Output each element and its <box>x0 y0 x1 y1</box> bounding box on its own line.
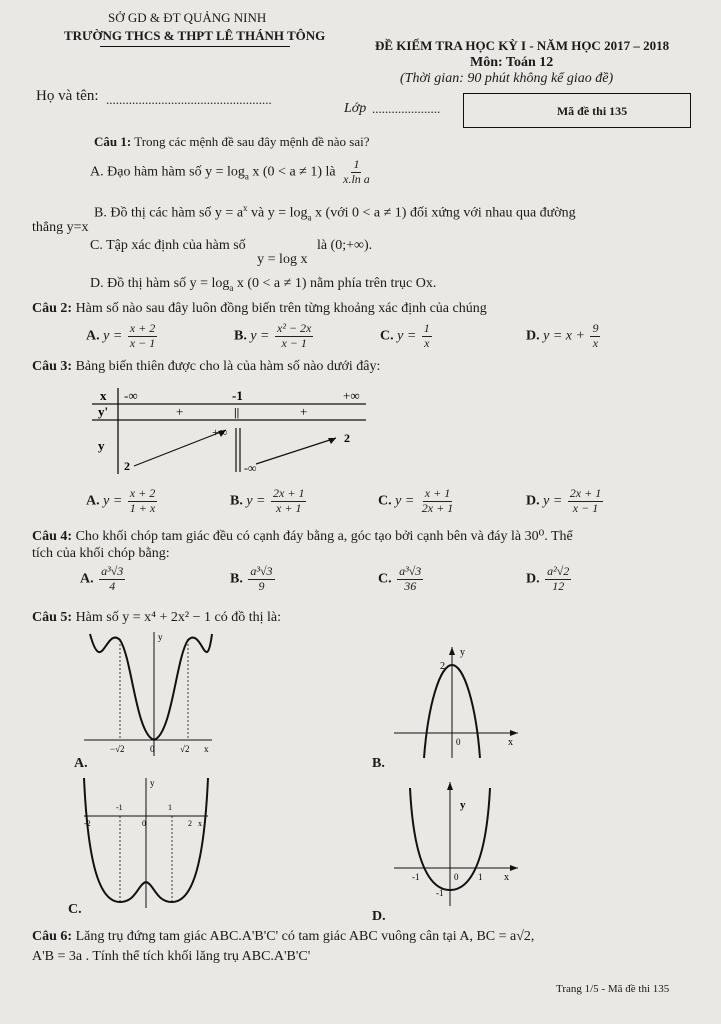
q3-option-c[interactable] <box>378 487 457 516</box>
graph-b[interactable] <box>392 645 522 760</box>
graph-a[interactable] <box>80 628 215 758</box>
q1-d-rest: x (0 < a ≠ 1) nằm phía trên trục Ox. <box>236 276 437 291</box>
gd-ym1-tick: -1 <box>436 888 444 898</box>
q1-b-continuation: thẳng y=x <box>32 220 89 235</box>
q4-option-d[interactable] <box>526 565 573 594</box>
class-field[interactable]: ..................... <box>372 101 441 116</box>
vt-y-top: +∞ <box>212 425 228 439</box>
q1-d-text: Đồ thị hàm số y = log <box>107 276 230 291</box>
page-footer: Trang 1/5 - Mã đề thi 135 <box>556 983 670 995</box>
q4-option-a[interactable] <box>80 565 127 594</box>
q2-c-den: x <box>424 335 430 350</box>
q5-text: Hàm số y = x⁴ + 2x² − 1 có đồ thị là: <box>75 610 281 625</box>
q4-option-b[interactable] <box>230 565 277 594</box>
q2-b-pre: y = <box>250 328 270 344</box>
subject: Môn: Toán 12 <box>470 55 554 70</box>
q3-text: Bảng biến thiên được cho là của hàm số nào dưới đây: <box>75 359 381 374</box>
q1-a-sub: a <box>244 171 249 182</box>
graph-d[interactable] <box>392 778 522 908</box>
q2-d-den: x <box>592 335 599 350</box>
q1-option-d[interactable] <box>90 276 436 293</box>
q4-a-label: A. <box>80 571 94 587</box>
name-label: Họ và tên: <box>36 88 99 104</box>
gc-m2-tick: -2 <box>84 819 91 828</box>
vt-sign-mid: || <box>234 405 240 419</box>
q3-b-den: x + 1 <box>276 500 302 515</box>
exam-title: ĐỀ KIỂM TRA HỌC KỲ I - NĂM HỌC 2017 – 2018 <box>375 38 670 53</box>
q4-a-num: a³√3 <box>101 564 124 578</box>
q3-a-pre: y = <box>103 493 123 509</box>
gd-x-label: x <box>504 872 509 883</box>
exam-code: Mã đề thi 135 <box>556 104 628 118</box>
q2-option-b[interactable] <box>234 322 315 351</box>
q5-b-label[interactable]: B. <box>372 756 385 771</box>
ga-x-label: x <box>204 744 209 754</box>
q4-c-fraction <box>397 565 423 594</box>
q5-d-label[interactable]: D. <box>372 909 386 924</box>
q2-a-num: x + 2 <box>129 321 156 335</box>
gc-p1-tick: 1 <box>168 803 172 812</box>
q3-d-fraction <box>568 487 603 516</box>
q1-b-label: B. <box>94 205 107 221</box>
q2-d-pre: y = x + <box>543 328 585 344</box>
gc-p2-tick: 2 <box>188 819 192 828</box>
gb-y-label: y <box>460 647 465 658</box>
q4-text2: tích của khối chóp bằng: <box>32 546 170 561</box>
q4-a-den: 4 <box>109 578 116 593</box>
q3-c-num: x + 1 <box>424 486 451 500</box>
q6-label: Câu 6: <box>32 929 73 944</box>
q1-b-sup: x <box>243 203 248 213</box>
exam-time: (Thời gian: 90 phút không kể giao đề) <box>400 71 614 86</box>
q3-d-num: 2x + 1 <box>569 486 602 500</box>
gd-zero-tick: 0 <box>454 872 459 882</box>
q3-b-fraction <box>271 487 306 516</box>
vt-x-right: +∞ <box>343 388 360 403</box>
q4-b-fraction <box>248 565 274 594</box>
gb-y-arrow <box>449 647 455 655</box>
q1-c-func: y = log x <box>257 252 308 267</box>
q1-d-sub: a <box>229 282 234 293</box>
q4-d-label: D. <box>526 571 540 587</box>
exam-code-box <box>463 93 691 128</box>
q2-a-label: A. <box>86 328 100 344</box>
q1-option-a[interactable] <box>90 158 374 187</box>
q2-prompt <box>32 301 487 317</box>
ga-curve <box>90 634 212 740</box>
q1-a-text: Đạo hàm hàm số y = log <box>107 164 245 180</box>
q4-a-fraction <box>99 565 125 594</box>
q2-a-fraction <box>128 322 157 351</box>
q2-b-den: x − 1 <box>281 335 307 350</box>
q3-a-num: x + 2 <box>129 486 156 500</box>
q3-b-label: B. <box>230 493 243 509</box>
q3-a-den: 1 + x <box>129 500 156 515</box>
q5-label: Câu 5: <box>32 610 73 625</box>
q4-d-fraction <box>545 565 571 594</box>
q3-a-label: A. <box>86 493 100 509</box>
q3-c-label: C. <box>378 493 392 509</box>
q6-text2: A'B = 3a . Tính thể tích khối lăng trụ ABC.A'B'C' <box>32 949 311 964</box>
vt-yprime-label: y' <box>98 404 109 419</box>
q2-b-num: x² − 2x <box>277 321 312 335</box>
vt-sign-left: + <box>176 404 184 419</box>
q4-d-num: a²√2 <box>547 564 570 578</box>
q2-c-num: 1 <box>423 321 430 335</box>
q3-c-den: 2x + 1 <box>421 500 454 515</box>
q1-a-fraction <box>341 158 372 187</box>
q4-b-label: B. <box>230 571 243 587</box>
q5-c-label[interactable]: C. <box>68 902 82 917</box>
gd-y-arrow <box>447 782 453 790</box>
gc-y-label: y <box>150 778 155 788</box>
q2-b-label: B. <box>234 328 247 344</box>
q6-text1: Lăng trụ đứng tam giác ABC.A'B'C' có tam giác ABC vuông cân tại A, BC = a√2, <box>75 929 535 944</box>
gd-m1-tick: -1 <box>412 872 420 882</box>
variation-table <box>88 384 368 476</box>
q2-c-pre: y = <box>397 328 417 344</box>
gb-x-arrow <box>510 730 518 736</box>
q2-d-fraction <box>590 322 600 351</box>
q4-c-den: 36 <box>404 578 417 593</box>
q3-d-den: x − 1 <box>572 500 599 515</box>
q2-label: Câu 2: <box>32 301 73 316</box>
gc-x-label: x <box>198 819 202 828</box>
q1-b-text2: và y = log <box>251 205 308 221</box>
vt-x-mid: -1 <box>232 388 243 403</box>
q2-b-fraction <box>275 322 313 351</box>
q2-option-c[interactable] <box>380 322 434 351</box>
q3-c-pre: y = <box>395 493 415 509</box>
q1-option-c[interactable] <box>90 238 373 267</box>
gc-zero-tick: 0 <box>142 819 146 828</box>
q1-label: Câu 1: <box>94 134 132 149</box>
q2-c-fraction <box>422 322 432 351</box>
gb-x-label: x <box>508 737 513 748</box>
q3-c-fraction <box>420 487 455 516</box>
q1-b-text3: x (với 0 < a ≠ 1) đối xứng với nhau qua đường <box>315 205 576 221</box>
q1-a-den: x.ln a <box>343 171 370 186</box>
q3-d-label: D. <box>526 493 540 509</box>
q4-text1: Cho khối chóp tam giác đều có cạnh đáy bằng a, góc tạo bởi cạnh bên và đáy là 30⁰. Thể <box>75 529 573 544</box>
q1-a-label: A. <box>90 164 104 180</box>
name-field[interactable]: ................................................... <box>106 92 272 107</box>
q1-b-sub: a <box>307 212 312 223</box>
vt-sign-right: + <box>300 404 308 419</box>
class-label: Lớp <box>344 101 367 116</box>
q3-d-pre: y = <box>543 493 563 509</box>
vt-y-right: 2 <box>344 431 350 445</box>
gd-p1-tick: 1 <box>478 872 483 882</box>
q2-option-d[interactable] <box>526 322 602 351</box>
vt-x-left: -∞ <box>124 388 138 403</box>
ga-y-label: y <box>158 632 163 642</box>
ga-zero-tick: 0 <box>150 744 155 754</box>
q2-d-num: 9 <box>592 321 599 335</box>
q4-d-den: 12 <box>552 578 565 593</box>
gd-y-label: y <box>460 799 466 811</box>
q4-b-num: a³√3 <box>250 564 273 578</box>
gb-zero-tick: 0 <box>456 737 461 747</box>
graph-c[interactable] <box>80 776 210 908</box>
q2-a-pre: y = <box>103 328 123 344</box>
q1-text: Trong các mệnh đề sau đây mệnh đề nào sai? <box>134 134 370 149</box>
q3-option-d[interactable] <box>526 487 605 516</box>
q1-a-num: 1 <box>353 157 360 171</box>
school-underline <box>100 46 290 47</box>
vt-x-label: x <box>100 388 107 403</box>
q2-a-den: x − 1 <box>129 335 156 350</box>
q4-option-c[interactable] <box>378 565 425 594</box>
q4-c-label: C. <box>378 571 392 587</box>
q3-option-b[interactable] <box>230 487 308 516</box>
q6-prompt <box>32 929 534 945</box>
q1-b-text1: Đồ thị các hàm số y = a <box>110 205 244 221</box>
q4-label: Câu 4: <box>32 529 73 544</box>
q3-prompt <box>32 359 380 375</box>
gd-x-arrow <box>510 865 518 871</box>
q2-option-a[interactable] <box>86 322 159 351</box>
q4-prompt <box>32 528 573 545</box>
q1-a-rest: x (0 < a ≠ 1) là <box>252 164 336 180</box>
vt-y-left: 2 <box>124 459 130 473</box>
q1-d-label: D. <box>90 276 104 291</box>
q2-d-label: D. <box>526 328 540 344</box>
q3-option-a[interactable] <box>86 487 159 516</box>
q1-c-label: C. <box>90 238 103 253</box>
department: SỞ GD & ĐT QUẢNG NINH <box>108 10 267 25</box>
q3-label: Câu 3: <box>32 359 73 374</box>
q5-a-label[interactable]: A. <box>74 756 88 771</box>
school-name: TRƯỜNG THCS & THPT LÊ THÁNH TÔNG <box>64 28 326 43</box>
ga-pos-tick: √2 <box>180 744 190 754</box>
q3-b-pre: y = <box>246 493 266 509</box>
q1-option-b[interactable] <box>94 203 576 222</box>
vt-arrow-right <box>256 438 336 464</box>
vt-arrowhead-right <box>328 438 336 444</box>
q1-c-text: Tập xác định của hàm số <box>106 238 246 253</box>
vt-y-label: y <box>98 438 105 453</box>
gc-m1-tick: -1 <box>116 803 123 812</box>
q3-a-fraction <box>128 487 157 516</box>
q1-prompt <box>94 134 369 150</box>
q3-b-num: 2x + 1 <box>273 486 305 500</box>
q2-text: Hàm số nào sau đây luôn đồng biến trên từng khoảng xác định của chúng <box>75 301 487 316</box>
vt-y-bot: -∞ <box>244 461 257 475</box>
q4-c-num: a³√3 <box>399 564 422 578</box>
ga-neg-tick: −√2 <box>110 744 125 754</box>
q2-c-label: C. <box>380 328 394 344</box>
q4-b-den: 9 <box>258 578 265 593</box>
q5-prompt <box>32 610 281 626</box>
q1-c-rest: là (0;+∞). <box>316 238 373 253</box>
gb-two-tick: 2 <box>440 661 445 672</box>
